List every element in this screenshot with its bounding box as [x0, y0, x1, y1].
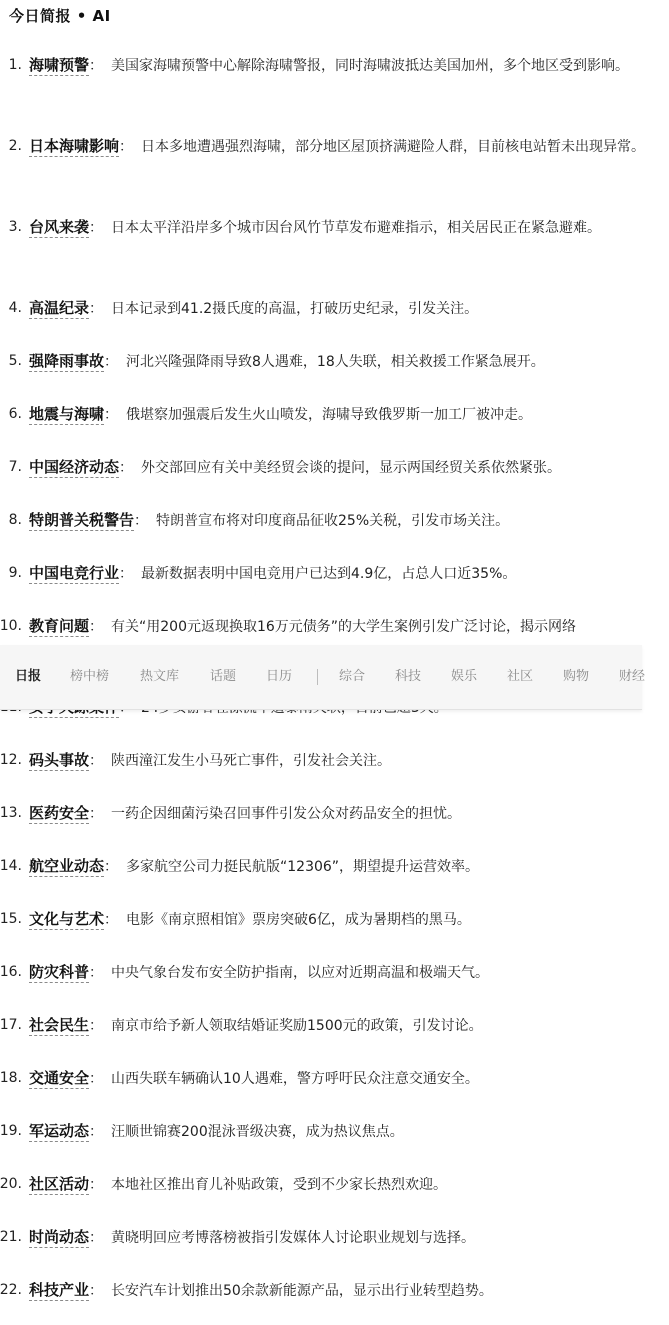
nav-divider [317, 669, 318, 685]
news-summary: 日本多地遭遇强烈海啸，部分地区屋顶挤满避险人群，目前核电站暂未出现异常。 [141, 139, 646, 155]
news-body [29, 51, 669, 81]
news-number: 17. [0, 1017, 22, 1033]
news-body [29, 347, 669, 377]
news-summary: 中央气象台发布安全防护指南，以应对近期高温和极端天气。 [111, 965, 490, 981]
news-separator: ： [89, 619, 104, 635]
news-summary: 最新数据表明中国电竞用户已达到4.9亿，占总人口近35%。 [141, 566, 517, 582]
news-number: 16. [0, 964, 22, 980]
news-body [29, 1117, 669, 1147]
news-headline-link[interactable]: 教育问题 [29, 617, 90, 635]
news-number: 21. [0, 1229, 22, 1245]
news-body [29, 400, 669, 430]
news-body [29, 294, 669, 324]
news-body [29, 506, 669, 536]
news-body [29, 799, 669, 829]
news-separator: ： [119, 139, 134, 155]
news-body [29, 612, 669, 642]
news-headline-link[interactable]: 地震与海啸 [29, 405, 105, 423]
news-number: 9. [8, 565, 22, 581]
news-headline-link[interactable]: 高温纪录 [29, 299, 90, 317]
news-headline-link[interactable]: 社会民生 [29, 1016, 90, 1034]
news-summary: 日本太平洋沿岸多个城市因台风竹节草发布避难指示，相关居民正在紧急避难。 [111, 220, 602, 236]
news-number: 19. [0, 1123, 22, 1139]
page-title: 今日简报 • AI [9, 7, 111, 25]
news-summary: 一药企因细菌污染召回事件引发公众对药品安全的担忧。 [111, 806, 462, 822]
news-separator: ： [89, 1283, 104, 1299]
news-headline-link[interactable]: 时尚动态 [29, 1228, 90, 1246]
news-number: 7. [8, 459, 22, 475]
news-summary: 陕西潼江发生小马死亡事件，引发社会关注。 [111, 753, 392, 769]
news-separator: ： [119, 566, 134, 582]
news-headline-link[interactable]: 航空业动态 [29, 857, 105, 875]
news-separator: ： [89, 301, 104, 317]
news-summary: 山西失联车辆确认10人遇难，警方呼吁民众注意交通安全。 [111, 1071, 479, 1087]
news-headline-link[interactable]: 特朗普关税警告 [29, 511, 135, 529]
news-headline-link[interactable]: 强降雨事故 [29, 352, 105, 370]
news-separator: ： [134, 513, 149, 529]
news-summary: 黄晓明回应考博落榜被指引发媒体人讨论职业规划与选择。 [111, 1230, 476, 1246]
news-number: 1. [8, 57, 22, 73]
nav-tab[interactable]: 日历 [266, 669, 293, 684]
news-headline-link[interactable]: 交通安全 [29, 1069, 90, 1087]
news-number: 3. [8, 219, 22, 235]
news-separator: ： [89, 1177, 104, 1193]
nav-tab[interactable]: 财经 [619, 669, 646, 684]
news-summary: 特朗普宣布将对印度商品征收25%关税，引发市场关注。 [156, 513, 510, 529]
news-headline-link[interactable]: 码头事故 [29, 751, 90, 769]
news-headline-link[interactable]: 科技产业 [29, 1281, 90, 1299]
news-number: 10. [0, 618, 22, 634]
news-headline-link[interactable]: 社区活动 [29, 1175, 90, 1193]
news-number: 22. [0, 1282, 22, 1298]
news-headline-link[interactable]: 中国电竞行业 [29, 564, 120, 582]
nav-tab[interactable]: 购物 [563, 669, 590, 684]
nav-tab[interactable]: 科技 [395, 669, 422, 684]
news-summary: 有关“用200元返现换取16万元债务”的大学生案例引发广泛讨论，揭示网络 [111, 619, 577, 635]
news-headline-link[interactable]: 台风来袭 [29, 218, 90, 236]
news-separator: ： [89, 753, 104, 769]
news-body [29, 1011, 669, 1041]
news-summary: 美国家海啸预警中心解除海啸警报，同时海啸波抵达美国加州，多个地区受到影响。 [111, 58, 630, 74]
news-body [29, 1170, 669, 1200]
news-summary: 俄堪察加强震后发生火山喷发，海啸导致俄罗斯一加工厂被冲走。 [126, 407, 533, 423]
news-headline-link[interactable]: 军运动态 [29, 1122, 90, 1140]
news-summary: 汪顺世锦赛200混泳晋级决赛，成为热议焦点。 [111, 1124, 404, 1140]
news-separator: ： [104, 354, 119, 370]
nav-tab[interactable]: 综合 [339, 669, 366, 684]
news-summary: 多家航空公司力挺民航版“12306”，期望提升运营效率。 [126, 859, 480, 875]
news-summary: 外交部回应有关中美经贸会谈的提问，显示两国经贸关系依然紧张。 [141, 460, 562, 476]
news-body [29, 905, 669, 935]
news-number: 13. [0, 805, 22, 821]
news-body [29, 132, 669, 162]
nav-tab[interactable]: 榜中榜 [70, 669, 110, 684]
news-number: 12. [0, 752, 22, 768]
news-summary: 长安汽车计划推出50余款新能源产品，显示出行业转型趋势。 [111, 1283, 493, 1299]
news-number: 20. [0, 1176, 22, 1192]
news-separator: ： [89, 806, 104, 822]
news-number: 4. [8, 300, 22, 316]
news-body [29, 852, 669, 882]
news-summary: 本地社区推出育儿补贴政策，受到不少家长热烈欢迎。 [111, 1177, 448, 1193]
news-headline-link[interactable]: 中国经济动态 [29, 458, 120, 476]
news-separator: ： [89, 1018, 104, 1034]
news-number: 18. [0, 1070, 22, 1086]
news-separator: ： [119, 460, 134, 476]
news-body [29, 746, 669, 776]
news-separator: ： [89, 58, 104, 74]
news-headline-link[interactable]: 文化与艺术 [29, 910, 105, 928]
news-headline-link[interactable]: 医药安全 [29, 804, 90, 822]
news-separator: ： [89, 1071, 104, 1087]
news-separator: ： [89, 220, 104, 236]
news-separator: ： [89, 1124, 104, 1140]
news-body [29, 958, 669, 988]
news-headline-link[interactable]: 防灾科普 [29, 963, 90, 981]
news-headline-link[interactable]: 海啸预警 [29, 56, 90, 74]
news-summary: 日本记录到41.2摄氏度的高温，打破历史纪录，引发关注。 [111, 301, 479, 317]
news-body [29, 1276, 669, 1306]
news-number: 6. [8, 406, 22, 422]
news-number: 14. [0, 858, 22, 874]
news-body [29, 1064, 669, 1094]
news-separator: ： [104, 912, 119, 928]
news-body [29, 453, 669, 483]
nav-tab[interactable]: 娱乐 [451, 669, 478, 684]
news-number: 5. [8, 353, 22, 369]
news-separator: ： [89, 965, 104, 981]
news-headline-link[interactable]: 日本海啸影响 [29, 137, 120, 155]
news-body [29, 1223, 669, 1253]
news-body [29, 213, 669, 243]
news-separator: ： [104, 859, 119, 875]
news-summary: 河北兴隆强降雨导致8人遇难，18人失联，相关救援工作紧急展开。 [126, 354, 545, 370]
news-number: 8. [8, 512, 22, 528]
news-body [29, 559, 669, 589]
news-number: 15. [0, 911, 22, 927]
nav-tab[interactable]: 日报 [15, 669, 42, 684]
category-nav-bar [0, 645, 646, 710]
news-separator: ： [104, 407, 119, 423]
nav-tab[interactable]: 社区 [507, 669, 534, 684]
news-separator: ： [89, 1230, 104, 1246]
news-summary: 南京市给予新人领取结婚证奖励1500元的政策，引发讨论。 [111, 1018, 483, 1034]
news-summary: 电影《南京照相馆》票房突破6亿，成为暑期档的黑马。 [126, 912, 471, 928]
nav-tab[interactable]: 话题 [210, 669, 237, 684]
news-number: 2. [8, 138, 22, 154]
nav-tab[interactable]: 热文库 [140, 669, 180, 684]
